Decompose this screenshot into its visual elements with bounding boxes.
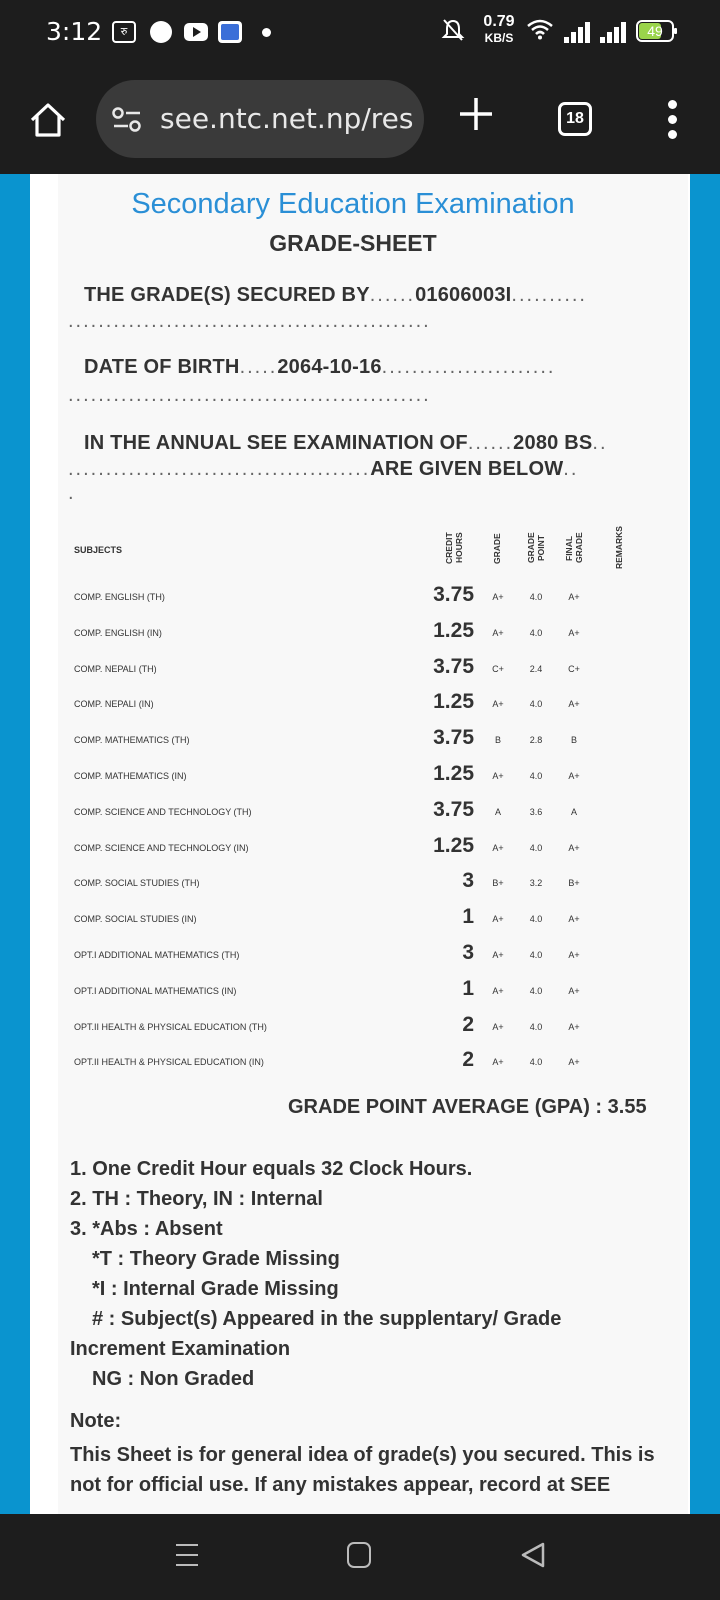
- credit-hours-cell: 3.75: [433, 583, 474, 606]
- youtube-icon: [184, 23, 208, 41]
- final-grade-cell: A+: [568, 1021, 580, 1032]
- given-below: ARE GIVEN BELOW: [370, 458, 564, 480]
- more-notifications-dot-icon: [262, 28, 271, 37]
- home-nav-button[interactable]: [347, 1542, 371, 1568]
- subject-cell: COMP. SOCIAL STUDIES (IN): [74, 914, 197, 925]
- subject-cell: COMP. MATHEMATICS (IN): [74, 771, 187, 781]
- table-row: [58, 1010, 658, 1046]
- symbol-number: 01606003I: [415, 284, 512, 306]
- grade-point-cell: 4.0: [529, 1021, 543, 1032]
- grade-cell: A+: [492, 950, 504, 960]
- recents-button[interactable]: [176, 1542, 198, 1568]
- new-tab-button[interactable]: [456, 94, 496, 134]
- table-row: [58, 831, 658, 867]
- header-remarks: REMARKS: [614, 526, 624, 570]
- final-grade-cell: A+: [568, 985, 580, 996]
- table-row: [58, 652, 658, 688]
- subject-cell: COMP. SCIENCE AND TECHNOLOGY (IN): [74, 842, 249, 853]
- grade-point-cell: 4.0: [529, 985, 543, 996]
- grade-cell: A+: [492, 699, 504, 710]
- note-text: This Sheet is for general idea of grade(s) you secured. This is not for official use. If any mistakes appear, record at SEE: [70, 1444, 655, 1496]
- notes-list: [70, 1154, 670, 1394]
- table-row: [58, 616, 658, 652]
- final-grade-cell: A+: [568, 771, 580, 781]
- final-grade-cell: B: [570, 735, 577, 746]
- overflow-menu-button[interactable]: [664, 100, 680, 140]
- note-title: Note:: [70, 1410, 122, 1432]
- grade-cell: C+: [492, 663, 504, 674]
- table-row: [58, 759, 658, 795]
- mute-bell-icon: [440, 18, 466, 40]
- credit-hours-cell: 2: [462, 1012, 474, 1036]
- final-grade-cell: B+: [568, 878, 580, 889]
- final-grade-cell: A+: [568, 914, 580, 925]
- credit-hours-cell: 3.75: [433, 654, 474, 678]
- note-item: # : Subject(s) Appeared in the supplentary/ Grade: [92, 1308, 562, 1330]
- status-bar: [0, 0, 720, 64]
- note-item: *I : Internal Grade Missing: [92, 1278, 339, 1300]
- exam-label: IN THE ANNUAL SEE EXAMINATION OF: [84, 432, 468, 454]
- grade-cell: A+: [492, 1021, 504, 1032]
- grade-cell: A+: [492, 1057, 504, 1068]
- grade-point-cell: 4.0: [529, 1057, 543, 1068]
- grade-cell: A+: [492, 627, 504, 638]
- back-triangle-icon: [518, 1540, 548, 1570]
- back-button[interactable]: [518, 1540, 548, 1570]
- final-grade-cell: A+: [568, 1057, 580, 1068]
- browser-toolbar: [0, 64, 720, 174]
- grade-sheet: [58, 174, 688, 1514]
- grade-point-cell: 2.8: [529, 735, 543, 746]
- final-grade-cell: A+: [568, 592, 580, 602]
- grade-point-cell: 3.6: [529, 806, 543, 817]
- note-item: 2. TH : Theory, IN : Internal: [70, 1188, 323, 1210]
- table-row: [58, 1045, 658, 1081]
- subject-cell: COMP. SCIENCE AND TECHNOLOGY (TH): [74, 806, 252, 817]
- secured-by-line: THE GRADE(S) SECURED BY......01606003I..........: [84, 284, 587, 306]
- grade-cell: B: [494, 735, 501, 746]
- grade-point-cell: 4.0: [529, 592, 543, 602]
- subject-cell: OPT.I ADDITIONAL MATHEMATICS (IN): [74, 985, 237, 996]
- subject-cell: COMP. ENGLISH (TH): [74, 592, 165, 602]
- credit-hours-cell: 1: [462, 976, 474, 1000]
- header-final-grade: FINAL GRADE: [564, 532, 584, 564]
- credit-hours-cell: 1.25: [433, 833, 474, 857]
- final-grade-cell: A+: [568, 627, 580, 638]
- exam-year: 2080 BS: [513, 432, 593, 454]
- exam-title: Secondary Education Examination: [131, 188, 575, 220]
- header-subjects: SUBJECTS: [74, 545, 123, 555]
- home-icon: [28, 100, 68, 140]
- table-row: [58, 974, 658, 1010]
- network-speed: 0.79 KB/S: [483, 13, 515, 45]
- header-credit-hours: CREDIT HOURS: [444, 532, 464, 564]
- grade-point-cell: 4.0: [529, 950, 543, 960]
- credit-hours-cell: 1.25: [433, 690, 474, 714]
- dotted-line: ................................................: [68, 384, 431, 406]
- table-row: [58, 938, 658, 974]
- subject-cell: OPT.II HEALTH & PHYSICAL EDUCATION (TH): [74, 1021, 267, 1032]
- gpa-value: GRADE POINT AVERAGE (GPA) : 3.55: [288, 1096, 647, 1118]
- grade-cell: A+: [492, 985, 504, 996]
- subject-cell: COMP. NEPALI (IN): [74, 699, 154, 710]
- grade-sheet-title: GRADE-SHEET: [269, 230, 437, 256]
- final-grade-cell: A+: [568, 950, 580, 960]
- table-row: [58, 723, 658, 759]
- credit-hours-cell: 3: [462, 941, 474, 964]
- table-row: [58, 866, 658, 902]
- secured-by-label: THE GRADE(S) SECURED BY: [84, 284, 370, 306]
- grade-point-cell: 3.2: [529, 878, 543, 889]
- subject-cell: COMP. NEPALI (TH): [74, 663, 157, 674]
- plus-icon: [456, 94, 496, 134]
- wifi-icon: [526, 18, 554, 40]
- header-grade: GRADE: [492, 533, 502, 565]
- rupee-notification-icon: रु: [112, 21, 136, 43]
- site-settings-icon[interactable]: [112, 106, 142, 134]
- subject-cell: OPT.I ADDITIONAL MATHEMATICS (TH): [74, 950, 240, 960]
- grade-point-cell: 4.0: [529, 699, 543, 710]
- system-navigation-bar: [0, 1514, 720, 1600]
- note-item: Increment Examination: [70, 1338, 291, 1360]
- battery-icon: 49: [636, 20, 674, 42]
- exam-line: IN THE ANNUAL SEE EXAMINATION OF......2080 BS..: [84, 432, 608, 454]
- home-button[interactable]: [28, 100, 68, 140]
- grade-cell: A+: [492, 771, 504, 781]
- messenger-icon: [150, 21, 172, 43]
- grade-cell: A: [494, 806, 501, 817]
- grade-cell: A+: [492, 842, 504, 853]
- credit-hours-cell: 1.25: [433, 762, 474, 785]
- table-row: [58, 902, 658, 938]
- dob-label: DATE OF BIRTH: [84, 356, 240, 378]
- final-grade-cell: A+: [568, 699, 580, 710]
- dotted-line: .: [68, 482, 76, 504]
- dotted-line: ................................................: [68, 310, 431, 332]
- grade-point-cell: 4.0: [529, 771, 543, 781]
- credit-hours-cell: 1.25: [433, 618, 474, 642]
- grade-cell: A+: [492, 592, 504, 602]
- subject-cell: COMP. SOCIAL STUDIES (TH): [74, 878, 200, 889]
- table-row: [58, 795, 658, 831]
- given-below-line: ........................................ARE GIVEN BELOW..: [68, 458, 579, 480]
- note-item: 3. *Abs : Absent: [70, 1218, 223, 1240]
- signal-sim2-icon: [598, 21, 628, 43]
- final-grade-cell: C+: [568, 663, 580, 674]
- table-row: [58, 580, 658, 616]
- grade-cell: A+: [492, 914, 504, 925]
- note-item: *T : Theory Grade Missing: [92, 1248, 340, 1270]
- credit-hours-cell: 3: [462, 869, 474, 893]
- subject-cell: COMP. MATHEMATICS (TH): [74, 735, 190, 746]
- credit-hours-cell: 2: [462, 1048, 474, 1072]
- credit-hours-cell: 3.75: [433, 726, 474, 750]
- subject-cell: OPT.II HEALTH & PHYSICAL EDUCATION (IN): [74, 1057, 264, 1068]
- tab-switcher-button[interactable]: 18: [558, 102, 592, 136]
- table-row: [58, 687, 658, 723]
- grade-point-cell: 4.0: [529, 842, 543, 853]
- final-grade-cell: A+: [568, 842, 580, 853]
- subject-cell: COMP. ENGLISH (IN): [74, 627, 162, 638]
- grade-point-cell: 2.4: [529, 663, 543, 674]
- dob-line: DATE OF BIRTH.....2064-10-16.......................: [84, 356, 556, 378]
- final-grade-cell: A: [570, 806, 577, 817]
- grade-cell: B+: [492, 878, 504, 889]
- status-time: 3:12: [46, 17, 103, 46]
- note-item: 1. One Credit Hour equals 32 Clock Hours.: [70, 1158, 473, 1180]
- web-page: [0, 174, 720, 1514]
- page-container: [30, 174, 690, 1514]
- address-bar[interactable]: [96, 80, 424, 158]
- credit-hours-cell: 3.75: [433, 797, 474, 821]
- url-text[interactable]: see.ntc.net.np/res: [160, 102, 414, 135]
- grade-point-cell: 4.0: [529, 627, 543, 638]
- app-notification-icon: [218, 21, 242, 43]
- credit-hours-cell: 1: [462, 905, 474, 929]
- note-item: NG : Non Graded: [92, 1368, 255, 1390]
- dob-value: 2064-10-16: [277, 356, 382, 378]
- header-grade-point: GRADE POINT: [526, 532, 546, 564]
- signal-sim1-icon: [562, 21, 592, 43]
- grade-point-cell: 4.0: [529, 914, 543, 925]
